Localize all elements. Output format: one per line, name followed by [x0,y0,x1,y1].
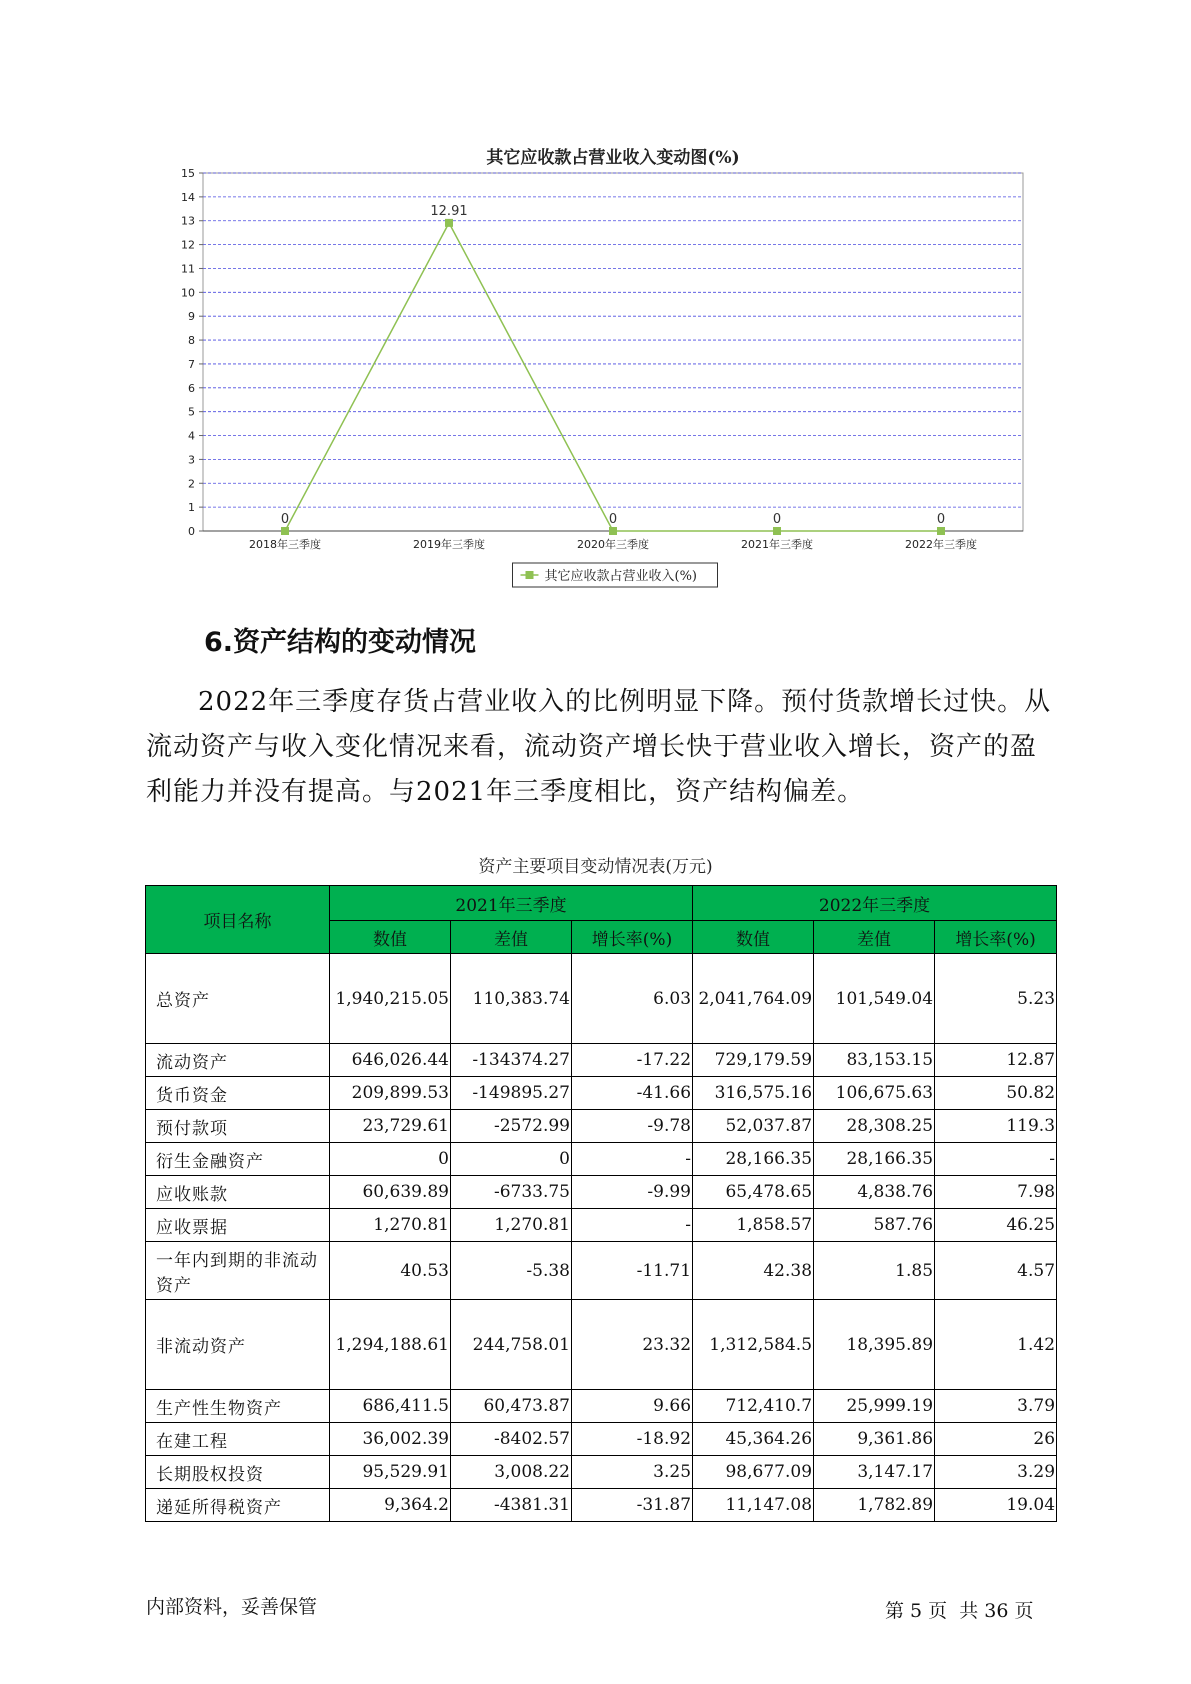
plot-area [203,173,1023,531]
table-cell: -11.71 [572,1242,693,1300]
table-cell: 587.76 [814,1209,935,1242]
table-cell: 3.79 [935,1390,1057,1423]
row-item-name: 一年内到期的非流动资产 [146,1242,330,1300]
table-cell: 60,639.89 [330,1176,451,1209]
row-item-name: 应收账款 [146,1176,330,1209]
table-cell: - [935,1143,1057,1176]
table-cell: 1,312,584.5 [693,1300,814,1390]
table-cell: -9.78 [572,1110,693,1143]
table-cell: -41.66 [572,1077,693,1110]
table-cell: 1,270.81 [330,1209,451,1242]
table-row [146,1489,1057,1522]
y-tick-label: 11 [181,262,195,276]
table-row [146,1242,1057,1300]
table-row [146,1456,1057,1489]
asset-change-table [145,885,1057,1522]
data-label: 0 [608,512,618,527]
table-cell: -31.87 [572,1489,693,1522]
y-tick-label: 4 [188,429,195,443]
header-growth-2022: 增长率(%) [935,921,1057,954]
table-cell: -17.22 [572,1044,693,1077]
table-cell: 316,575.16 [693,1077,814,1110]
series-line [285,223,941,531]
row-item-name: 衍生金融资产 [146,1143,330,1176]
row-item-name: 货币资金 [146,1077,330,1110]
header-value-2022: 数值 [693,921,814,954]
table-cell: 9.66 [572,1390,693,1423]
table-cell: 209,899.53 [330,1077,451,1110]
y-tick-label: 1 [188,501,195,515]
header-diff-2022: 差值 [814,921,935,954]
table-cell: - [572,1143,693,1176]
row-item-name: 递延所得税资产 [146,1489,330,1522]
body-paragraph: 2022年三季度存货占营业收入的比例明显下降。预付货款增长过快。从流动资产与收入变化情况来看，流动资产增长快于营业收入增长，资产的盈利能力并没有提高。与2021年三季度相比，资产结构偏差。 [146,687,1052,807]
table-row [146,1110,1057,1143]
table-cell: 3,008.22 [451,1456,572,1489]
legend-label: 其它应收款占营业收入(%) [544,569,697,584]
header-diff-2021: 差值 [451,921,572,954]
table-cell: 52,037.87 [693,1110,814,1143]
table-cell: 1,940,215.05 [330,954,451,1044]
data-point [773,527,781,535]
x-tick-label: 2021年三季度 [741,538,813,551]
table-cell: 45,364.26 [693,1423,814,1456]
y-tick-label: 12 [181,238,195,252]
table-cell: 1,858.57 [693,1209,814,1242]
table-cell: 28,166.35 [693,1143,814,1176]
data-label: 0 [772,512,782,527]
header-item-name: 项目名称 [146,886,330,954]
table-cell: -149895.27 [451,1077,572,1110]
data-label: 0 [936,512,946,527]
row-item-name: 应收票据 [146,1209,330,1242]
data-point [937,527,945,535]
table-cell: 1.42 [935,1300,1057,1390]
line-chart-svg [0,0,1191,600]
y-tick-label: 8 [188,334,195,348]
table-cell: 646,026.44 [330,1044,451,1077]
table-cell: 0 [451,1143,572,1176]
table-cell: 23,729.61 [330,1110,451,1143]
table-cell: 19.04 [935,1489,1057,1522]
table-row [146,1077,1057,1110]
table-cell: 1,782.89 [814,1489,935,1522]
row-item-name: 在建工程 [146,1423,330,1456]
row-item-name: 非流动资产 [146,1300,330,1390]
table-row [146,1143,1057,1176]
data-label: 12.91 [430,203,468,219]
table-cell: 9,361.86 [814,1423,935,1456]
table-cell: 83,153.15 [814,1044,935,1077]
x-tick-label: 2022年三季度 [905,538,977,551]
table-cell: 5.23 [935,954,1057,1044]
table-body [146,954,1057,1522]
y-tick-label: 2 [188,477,195,491]
table-row [146,1390,1057,1423]
y-tick-label: 9 [188,310,195,324]
table-cell: 4.57 [935,1242,1057,1300]
table-cell: 50.82 [935,1077,1057,1110]
table-cell: 36,002.39 [330,1423,451,1456]
header-group-2022: 2022年三季度 [693,886,1057,921]
y-tick-label: 13 [181,214,195,228]
chart-title: 其它应收款占营业收入变动图(%) [486,148,740,168]
table-cell: 95,529.91 [330,1456,451,1489]
table-cell: 26 [935,1423,1057,1456]
table-cell: 4,838.76 [814,1176,935,1209]
x-tick-label: 2020年三季度 [577,538,649,551]
table-cell: -134374.27 [451,1044,572,1077]
footer-page-number: 第 5 页 共 36 页 [885,1600,1034,1622]
table-cell: -6733.75 [451,1176,572,1209]
table-cell: 46.25 [935,1209,1057,1242]
y-tick-label: 5 [188,405,195,419]
table-row [146,1209,1057,1242]
data-label: 0 [280,512,290,527]
table-cell: 110,383.74 [451,954,572,1044]
y-tick-label: 10 [181,286,195,300]
y-tick-label: 0 [188,525,195,538]
table-cell: 28,166.35 [814,1143,935,1176]
table-cell: 9,364.2 [330,1489,451,1522]
table-cell: -4381.31 [451,1489,572,1522]
table-cell: - [572,1209,693,1242]
table-cell: 244,758.01 [451,1300,572,1390]
row-item-name: 总资产 [146,954,330,1044]
y-tick-label: 15 [181,167,195,180]
table-cell: -9.99 [572,1176,693,1209]
table-cell: 3.29 [935,1456,1057,1489]
section-heading: 6.资产结构的变动情况 [204,627,477,658]
table-cell: 12.87 [935,1044,1057,1077]
row-item-name: 生产性生物资产 [146,1390,330,1423]
table-cell: 686,411.5 [330,1390,451,1423]
y-tick-label: 14 [181,190,195,204]
x-tick-label: 2018年三季度 [249,538,321,551]
table-cell: 25,999.19 [814,1390,935,1423]
y-tick-label: 7 [188,357,195,371]
table-cell: 28,308.25 [814,1110,935,1143]
table-cell: 60,473.87 [451,1390,572,1423]
y-tick-label: 6 [188,381,195,395]
table-cell: 2,041,764.09 [693,954,814,1044]
table-cell: 101,549.04 [814,954,935,1044]
table-cell: -8402.57 [451,1423,572,1456]
table-cell: 0 [330,1143,451,1176]
header-value-2021: 数值 [330,921,451,954]
table-cell: 6.03 [572,954,693,1044]
data-point [445,219,453,227]
table-cell: 65,478.65 [693,1176,814,1209]
table-row [146,1176,1057,1209]
row-item-name: 长期股权投资 [146,1456,330,1489]
header-group-2021: 2021年三季度 [330,886,693,921]
table-cell: 1,294,188.61 [330,1300,451,1390]
table-row [146,1044,1057,1077]
table-cell: 106,675.63 [814,1077,935,1110]
table-cell: -5.38 [451,1242,572,1300]
table-caption: 资产主要项目变动情况表(万元) [478,857,713,877]
table-cell: 42.38 [693,1242,814,1300]
table-cell: 3.25 [572,1456,693,1489]
table-cell: 23.32 [572,1300,693,1390]
table-cell: 1,270.81 [451,1209,572,1242]
header-growth-2021: 增长率(%) [572,921,693,954]
table-cell: 18,395.89 [814,1300,935,1390]
data-point [609,527,617,535]
table-cell: -2572.99 [451,1110,572,1143]
data-point [281,527,289,535]
table-cell: 119.3 [935,1110,1057,1143]
footer-confidential: 内部资料，妥善保管 [146,1596,318,1618]
table-row [146,954,1057,1044]
table-row [146,1300,1057,1390]
table-cell: -18.92 [572,1423,693,1456]
x-tick-label: 2019年三季度 [413,538,485,551]
table-cell: 7.98 [935,1176,1057,1209]
chart [0,0,1191,600]
table-cell: 729,179.59 [693,1044,814,1077]
row-item-name: 预付款项 [146,1110,330,1143]
table-row [146,1423,1057,1456]
table-cell: 1.85 [814,1242,935,1300]
table-cell: 712,410.7 [693,1390,814,1423]
table-cell: 11,147.08 [693,1489,814,1522]
table-cell: 98,677.09 [693,1456,814,1489]
row-item-name: 流动资产 [146,1044,330,1077]
legend-marker [526,571,534,579]
table-cell: 3,147.17 [814,1456,935,1489]
table-cell: 40.53 [330,1242,451,1300]
y-tick-label: 3 [188,453,195,467]
